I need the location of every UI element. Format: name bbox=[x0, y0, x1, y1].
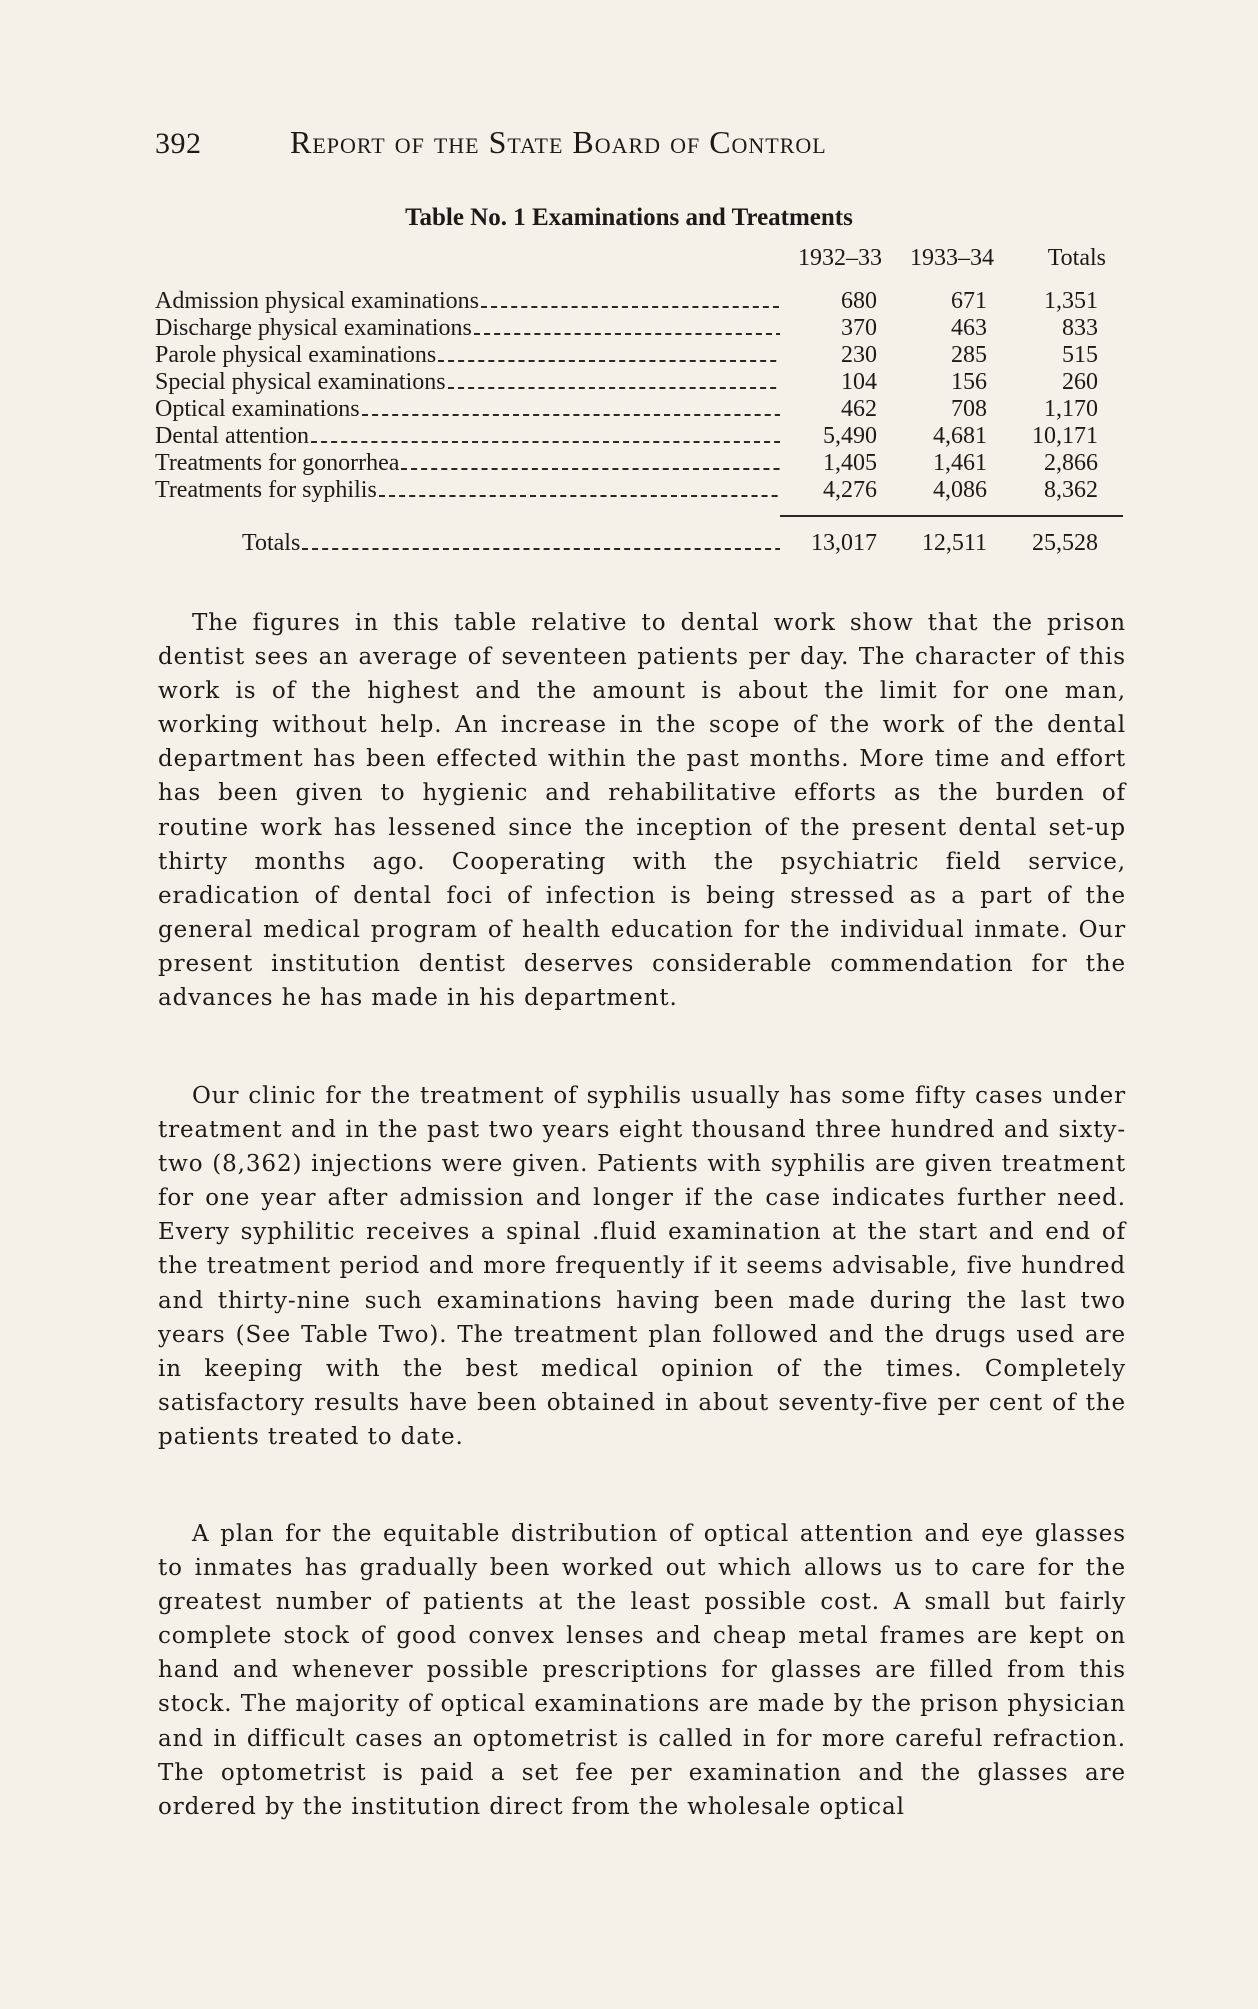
cell-1933-34: 285 bbox=[951, 342, 987, 368]
cell-total: 8,362 bbox=[1044, 477, 1098, 503]
dot-leader bbox=[362, 413, 780, 416]
cell-1933-34: 463 bbox=[951, 315, 987, 341]
paragraph-optical: A plan for the equitable distribution of optical attention and eye glasses to inmates has gradually been worked out which allows us to care for the greatest number of patients at the least possible cost. A small but fairly complete stock of good convex lenses and cheap metal frames are kept on hand and whenever possible prescriptions for glasses are filled from this stock. The majority of optical examinations are made by the prison physician and in difficult cases an optometrist is called in for more careful refraction. The optometrist is paid a set fee per examination and the glasses are ordered by the institution direct from the wholesale optical bbox=[158, 1521, 1126, 1820]
table-row bbox=[155, 369, 1105, 396]
cell-1933-34: 4,086 bbox=[933, 477, 987, 503]
cell-1933-34: 4,681 bbox=[933, 423, 987, 449]
totals-rule bbox=[780, 515, 1123, 517]
dot-leader bbox=[311, 440, 780, 443]
cell-1932-33: 1,405 bbox=[823, 450, 877, 476]
row-label: Admission physical examinations bbox=[155, 288, 479, 314]
column-header-1932-33: 1932–33 bbox=[798, 245, 882, 271]
table-row bbox=[155, 477, 1105, 504]
column-header-1933-34: 1933–34 bbox=[910, 245, 994, 271]
totals-label: Totals bbox=[242, 530, 301, 556]
table-row bbox=[155, 315, 1105, 342]
row-label: Treatments for syphilis bbox=[155, 477, 377, 503]
dot-leader bbox=[379, 494, 780, 497]
totals-row bbox=[155, 530, 1105, 557]
dot-leader bbox=[448, 386, 780, 389]
row-label: Discharge physical examinations bbox=[155, 315, 472, 341]
running-head bbox=[155, 124, 1035, 161]
cell-1932-33: 5,490 bbox=[823, 423, 877, 449]
table-row bbox=[155, 342, 1105, 369]
dot-leader bbox=[481, 305, 780, 308]
cell-1932-33: 370 bbox=[841, 315, 877, 341]
cell-total: 1,351 bbox=[1044, 288, 1098, 314]
row-label: Treatments for gonorrhea bbox=[155, 450, 400, 476]
dot-leader bbox=[438, 359, 780, 362]
paragraph-syphilis: Our clinic for the treatment of syphilis usually has some fifty cases under treatment and in the past two years eight thousand three hundred and sixty-two (8,362) injections were given. Patients with syphilis are given treatment for one year after admission and longer if the case indicates further need. Every syphilitic receives a spinal .fluid examination at the start and end of the treatment period and more frequently if it seems advisable, five hundred and thirty-nine such examinations having been made during the last two years (See Table Two). The treatment plan followed and the drugs used are in keeping with the best medical opinion of the times. Completely satisfactory results have been obtained in about seventy-five per cent of the patients treated to date. bbox=[158, 1083, 1126, 1450]
dot-leader bbox=[474, 332, 780, 335]
report-title: Report of the State Board of Control bbox=[290, 124, 827, 160]
page-number: 392 bbox=[155, 127, 202, 160]
cell-1933-34: 671 bbox=[951, 288, 987, 314]
cell-1932-33: 680 bbox=[841, 288, 877, 314]
row-label: Parole physical examinations bbox=[155, 342, 437, 368]
cell-total: 1,170 bbox=[1044, 396, 1098, 422]
table-row bbox=[155, 396, 1105, 423]
row-label: Dental attention bbox=[155, 423, 309, 449]
paragraph-dental: The figures in this table relative to dental work show that the prison dentist sees an average of seventeen patients per day. The character of this work is of the highest and the amount is about the limit for one man, working without help. An increase in the scope of the work of the dental department has been effected within the past months. More time and effort has been given to hygienic and rehabilitative efforts as the burden of routine work has lessened since the inception of the present dental set-up thirty months ago. Cooperating with the psychiatric field service, eradication of dental foci of infection is being stressed as a part of the general medical program of health education for the individual inmate. Our present institution dentist deserves considerable commendation for the advances he has made in his department. bbox=[158, 610, 1126, 1012]
cell-1932-33: 462 bbox=[841, 396, 877, 422]
cell-total: 515 bbox=[1062, 342, 1098, 368]
total-1933-34: 12,511 bbox=[921, 530, 987, 556]
cell-1932-33: 104 bbox=[841, 369, 877, 395]
cell-total: 2,866 bbox=[1044, 450, 1098, 476]
cell-1932-33: 4,276 bbox=[823, 477, 877, 503]
row-label: Optical examinations bbox=[155, 396, 360, 422]
cell-total: 833 bbox=[1062, 315, 1098, 341]
dot-leader bbox=[401, 467, 780, 470]
total-1932-33: 13,017 bbox=[811, 530, 877, 556]
table-row bbox=[155, 288, 1105, 315]
cell-1933-34: 1,461 bbox=[933, 450, 987, 476]
grand-total: 25,528 bbox=[1032, 530, 1098, 556]
cell-1933-34: 156 bbox=[951, 369, 987, 395]
cell-total: 10,171 bbox=[1032, 423, 1098, 449]
cell-total: 260 bbox=[1062, 369, 1098, 395]
table-caption: Table No. 1 Examinations and Treatments bbox=[405, 204, 853, 231]
row-label: Special physical examinations bbox=[155, 369, 446, 395]
cell-1933-34: 708 bbox=[951, 396, 987, 422]
column-header-totals: Totals bbox=[1047, 245, 1106, 271]
table-row bbox=[155, 423, 1105, 450]
dot-leader bbox=[302, 547, 780, 550]
table-row bbox=[155, 450, 1105, 477]
cell-1932-33: 230 bbox=[841, 342, 877, 368]
